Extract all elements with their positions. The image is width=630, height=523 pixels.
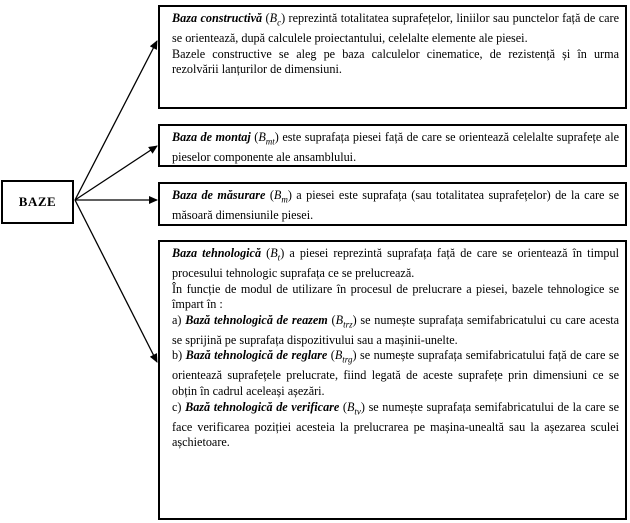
arrow-to-montaj bbox=[75, 146, 157, 200]
item-text: se numește suprafața semifabricatului de la care se face verificarea poziției acesteia la prelucrarea pe mașina-unealtă sau la așezarea sculei așchietoare. bbox=[172, 399, 619, 450]
arrow-to-tehnologica bbox=[75, 200, 157, 362]
symbol: B bbox=[334, 348, 343, 363]
list-item-reazem: a) Bază tehnologică de reazem $(B_{trz})$ se numește suprafața semifabricatului cu care acesta se sprijină pe suprafața dispozitivului sau a mașinii-unelte. bbox=[172, 312, 620, 347]
box-paragraph: În funcție de modul de utilizare în procesul de prelucrare a piesei, bazele tehnologice se împart în : bbox=[172, 281, 619, 312]
box-text: a piesei reprezintă suprafața față de care se orientează în timpul procesului tehnologic suprafața ce se prelucrează. bbox=[172, 246, 620, 281]
box-text: reprezintă totalitatea suprafețelor, liniilor sau punctelor față de care se orientează, după calculele proiectantului, celelalte elemente ale piesei. bbox=[172, 11, 619, 46]
box-baza-tehnologica: Baza tehnologică $(B_t)$ a piesei reprezintă suprafața față de care se orientează în timpul procesului tehnologic suprafața ce se prelucrează. În funcție de modul de utilizare în procesul de prelucrare a piesei, bazele tehnologice se împart în : a) Bază tehnologică de reazem $(B_{trz})$ se numește suprafața semifabricatului cu care acesta se sprijină pe suprafața dispozitivului sau a mașinii-unelte. b) Bază tehnologică de reglare $(B_{trg})$ se numește suprafața semifabricatului față de care se orientează suprafețele prelucrate, fiind legată de aceste suprafețe prin dimensiuni ce se obțin în cadrul aceleași așezări. c) Bază tehnologică de verificare $(B_{tv})$ se numește suprafața semifabricatului de la care se face verificarea poziției acesteia la prelucrarea pe mașina-unealtă sau la așezarea sculei așchietoare. bbox=[158, 240, 627, 520]
symbol-sub: trg bbox=[342, 354, 353, 365]
symbol-sub: c bbox=[277, 17, 282, 28]
item-prefix: a) bbox=[172, 312, 186, 327]
box-text: a piesei este suprafața (sau totalitatea suprafețelor) de la care se măsoară dimensiunile piesei. bbox=[172, 188, 619, 223]
item-text: se numește suprafața semifabricatului cu care acesta se sprijină pe suprafața dispozitivului sau a mașinii-unelte. bbox=[172, 312, 620, 347]
list-item-reglare: b) Bază tehnologică de reglare $(B_{trg})$ se numește suprafața semifabricatului față de care se orientează suprafețele prelucrate, fiind legată de aceste suprafețe prin dimensiuni ce se obțin în cadrul aceleași așezări. bbox=[172, 348, 619, 399]
symbol-sub: tv bbox=[354, 406, 361, 417]
box-title: Baza constructivă bbox=[172, 11, 263, 25]
box-baza-de-montaj: Baza de montaj $(B_{mt})$ este suprafața piesei față de care se orientează celelalte suprafețe ale pieselor componente ale ansamblului. bbox=[158, 124, 627, 167]
list-item-verificare: c) Bază tehnologică de verificare $(B_{tv})$ se numește suprafața semifabricatului de la care se face verificarea poziției acesteia la prelucrarea pe mașina-unealtă sau la așezarea sculei așchietoare. bbox=[172, 399, 619, 450]
symbol-sub: trz bbox=[343, 319, 353, 330]
item-text: se numește suprafața semifabricatului față de care se orientează suprafețele prelucrate, fiind legată de aceste suprafețe prin dimensiuni ce se obțin în cadrul aceleași așezări. bbox=[172, 348, 619, 399]
box-baza-de-masurare: Baza de măsurare $(B_m)$ a piesei este suprafața (sau totalitatea suprafețelor) de la care se măsoară dimensiunile piesei. bbox=[158, 182, 627, 226]
root-label: BAZE bbox=[18, 194, 57, 209]
box-baza-constructiva: Baza constructivă $(B_c)$ reprezintă totalitatea suprafețelor, liniilor sau punctelor față de care se orientează, după calculele proiectantului, celelalte elemente ale piesei. Bazele constructive se aleg pe baza calculelor cinematice, de rezistență și în urma rezolvării lanțurilor de dimensiuni. bbox=[158, 5, 627, 109]
symbol: B bbox=[269, 11, 278, 25]
symbol: B bbox=[270, 246, 278, 260]
item-title: Bază tehnologică de reazem bbox=[185, 312, 328, 327]
symbol-sub: m bbox=[281, 194, 288, 205]
symbol: B bbox=[346, 399, 355, 414]
item-title: Bază tehnologică de verificare bbox=[185, 399, 340, 414]
item-title: Bază tehnologică de reglare bbox=[185, 348, 328, 363]
symbol-sub: mt bbox=[265, 136, 275, 147]
item-prefix: c) bbox=[172, 399, 186, 414]
box-title: Baza de măsurare bbox=[172, 188, 266, 202]
symbol: B bbox=[258, 130, 266, 144]
root-node-baze bbox=[1, 180, 74, 224]
symbol: B bbox=[335, 312, 344, 327]
item-prefix: b) bbox=[172, 348, 186, 363]
symbol: B bbox=[273, 188, 282, 202]
box-title: Baza de montaj bbox=[172, 130, 251, 144]
symbol-sub: t bbox=[277, 252, 281, 263]
box-paragraph: Bazele constructive se aleg pe baza calculelor cinematice, de rezistență și în urma rezolvării lanțurilor de dimensiuni. bbox=[172, 46, 619, 77]
box-title: Baza tehnologică bbox=[172, 246, 262, 260]
arrow-to-constructiva bbox=[75, 41, 157, 200]
box-text: este suprafața piesei față de care se orientează celelalte suprafețe ale pieselor componente ale ansamblului. bbox=[172, 130, 620, 165]
